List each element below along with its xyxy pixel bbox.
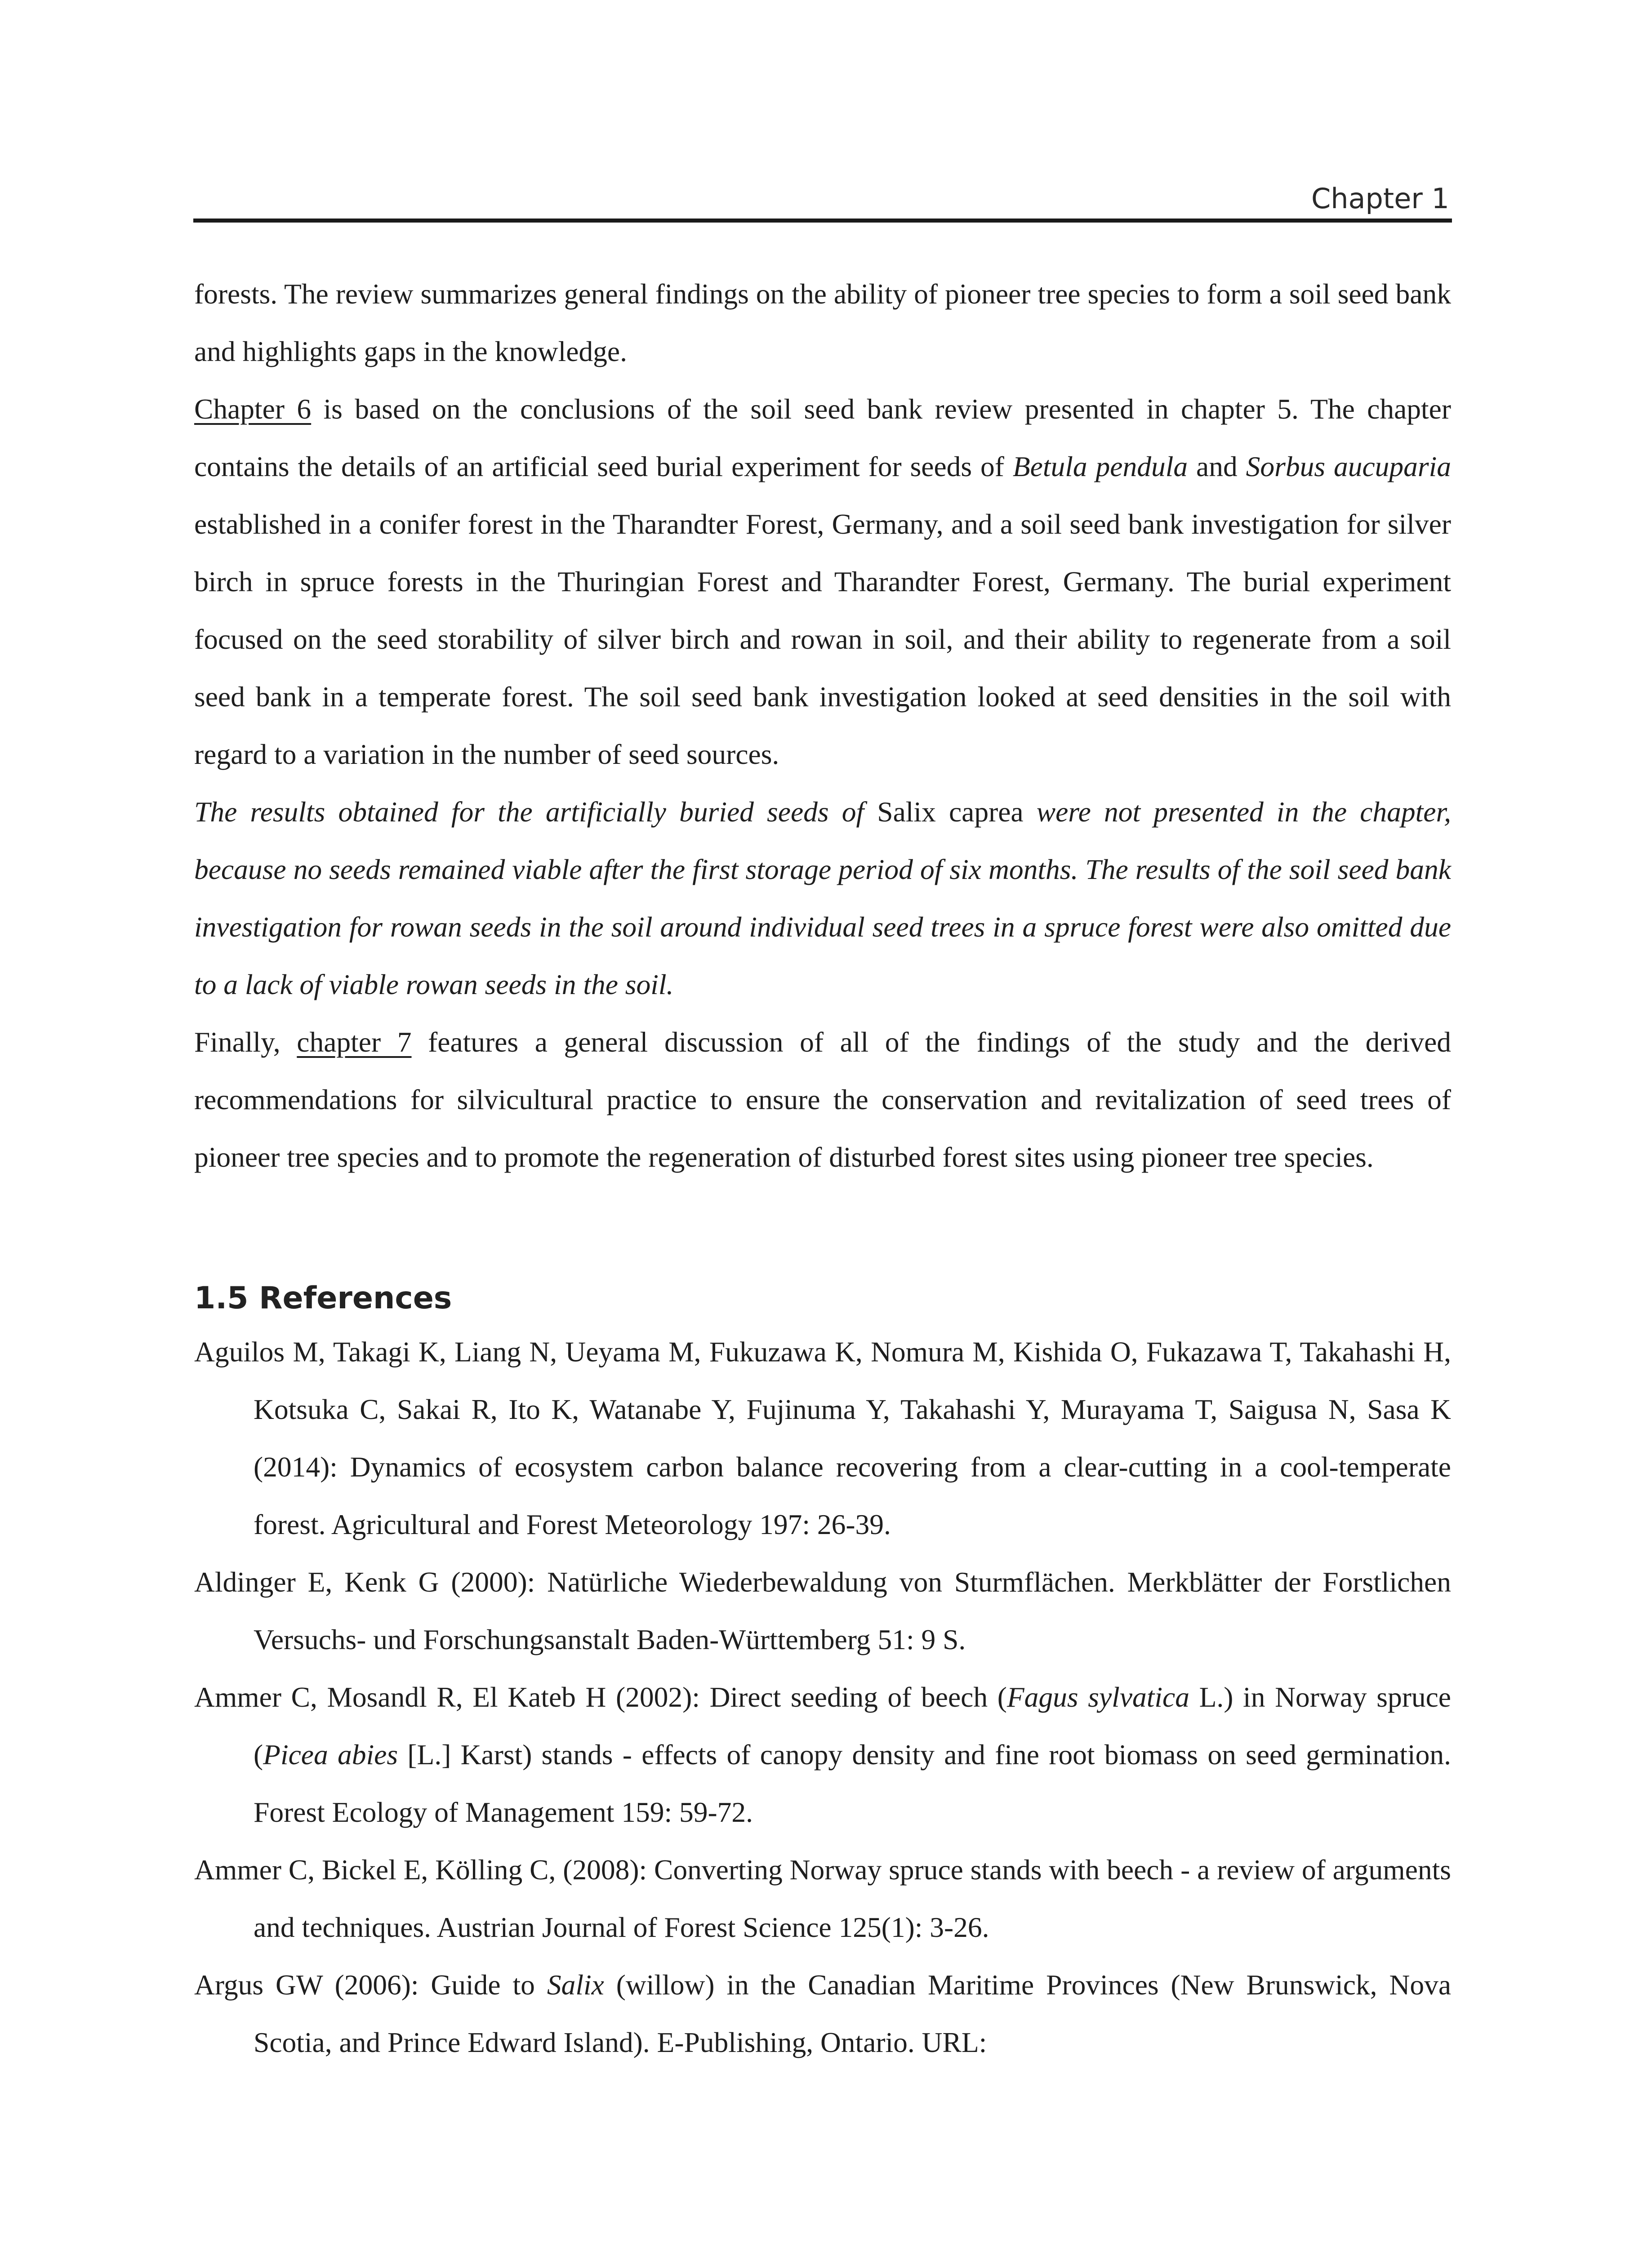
p4-text-2: features a general discussion of all of the findings of the study and the derived recommendations for silvicultural practice to ensure the conservation and revitalization of seed trees of pioneer tree species and to promote the regeneration of disturbed forest sites using pioneer tree species.: [194, 1026, 1452, 1173]
reference-item: Ammer C, Bickel E, Kölling C, (2008): Converting Norway spruce stands with beech - a review of arguments and techniques. Austrian Journal of Forest Science 125(1): 3-26.: [194, 1854, 1451, 1943]
r3-text-1: Ammer C, Mosandl R, El Kateb H (2002): Direct seeding of beech (: [194, 1681, 1007, 1713]
references-heading: 1.5 References: [194, 1280, 452, 1316]
body-text: [194, 265, 1451, 2071]
p3-text-1: The results obtained for the artificially buried seeds of: [194, 796, 877, 828]
species-fagus: Fagus sylvatica: [1006, 1681, 1189, 1713]
paragraph-4: [194, 1013, 1451, 1186]
p3-text-2: were not presented in the chapter, because no seeds remained viable after the first storage period of six months. The results of the soil seed bank investigation for rowan seeds in the soil around individual seed trees in a spruce forest were also omitted due to a lack of viable rowan seeds in the soil.: [194, 796, 1452, 1000]
species-betula: Betula pendula: [1012, 450, 1188, 482]
running-header: [193, 173, 1452, 223]
reference-item: Aguilos M, Takagi K, Liang N, Ueyama M, Fukuzawa K, Nomura M, Kishida O, Fukazawa T, Takahashi H, Kotsuka C, Sakai R, Ito K, Watanabe Y, Fujinuma Y, Takahashi Y, Murayama T, Saigusa N, Sasa K (2014): Dynamics of ecosystem carbon balance recovering from a clear-cutting in a cool-temperate forest. Agricultural and Forest Meteorology 197: 26-39.: [194, 1336, 1451, 1540]
species-sorbus: Sorbus aucuparia: [1246, 450, 1451, 482]
reference-item: [194, 1668, 1451, 1841]
p4-text-1: Finally,: [194, 1026, 297, 1058]
paragraph-2: [194, 380, 1451, 783]
species-picea: Picea abies: [263, 1739, 398, 1771]
chapter-label: Chapter 1: [1311, 182, 1449, 215]
r5-text-2: (willow) in the Canadian Maritime Provinces (New Brunswick, Nova Scotia, and Prince Edward Island). E-Publishing, Ontario. URL:: [254, 1969, 1451, 2058]
section-spacer: [194, 1186, 1451, 1265]
p2-text-3: established in a conifer forest in the Tharandter Forest, Germany, and a soil seed bank investigation for silver birch in spruce forests in the Thuringian Forest and Tharandter Forest, Germany. The burial experiment focused on the seed storability of silver birch and rowan in soil, and their ability to regenerate from a soil seed bank in a temperate forest. The soil seed bank investigation looked at seed densities in the soil with regard to a variation in the number of seed sources.: [194, 508, 1451, 770]
p2-text-1: is based on the conclusions of the soil seed bank review presented in chapter 5. The chapter contains the details of an artificial seed burial experiment for seeds of: [194, 393, 1452, 482]
r5-text-1: Argus GW (2006): Guide to: [194, 1969, 547, 2001]
p2-text-2: and: [1188, 450, 1246, 482]
paragraph-3: [194, 783, 1451, 1013]
chapter-7-link[interactable]: chapter 7: [297, 1026, 412, 1058]
chapter-6-link[interactable]: Chapter 6: [194, 393, 312, 425]
reference-item: [194, 1956, 1451, 2071]
reference-item: Aldinger E, Kenk G (2000): Natürliche Wiederbewaldung von Sturmflächen. Merkblätter der Forstlichen Versuchs- und Forschungsanstalt Baden-Württemberg 51: 9 S.: [194, 1566, 1451, 1655]
genus-salix: Salix: [547, 1969, 604, 2001]
species-salix-caprea: Salix caprea: [877, 796, 1024, 828]
r3-text-2: L.) in Norway spruce (: [254, 1681, 1451, 1771]
r3-text-3: [L.] Karst) stands - effects of canopy density and fine root biomass on seed germination. Forest Ecology of Management 159: 59-72.: [254, 1739, 1451, 1828]
paragraph-1: forests. The review summarizes general findings on the ability of pioneer tree species to form a soil seed bank and highlights gaps in the knowledge.: [194, 278, 1451, 367]
